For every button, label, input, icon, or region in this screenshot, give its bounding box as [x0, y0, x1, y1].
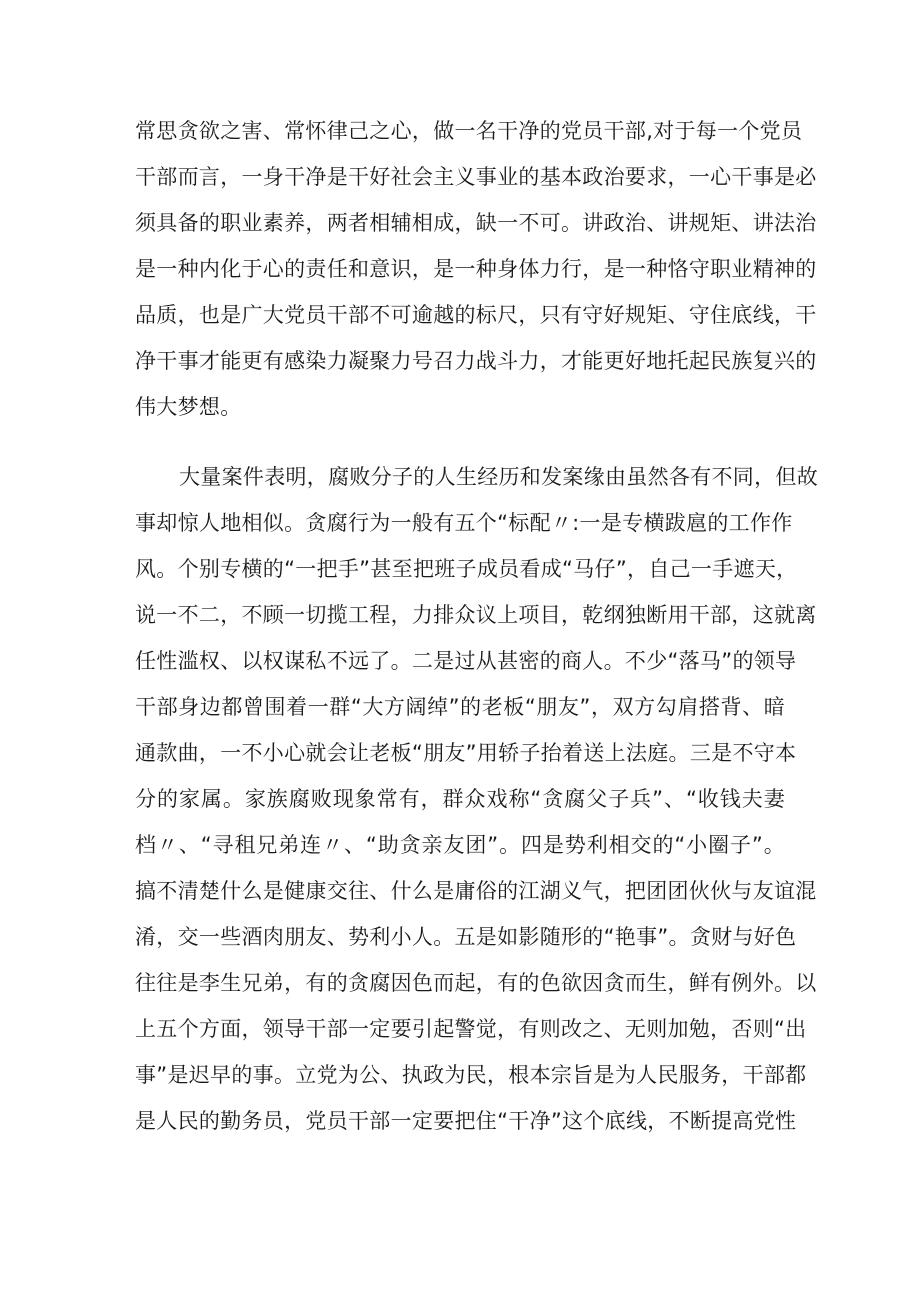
- text-line: 任性滥权、以权谋私不远了。二是过从甚密的商人。不少“落马”的领导: [135, 649, 797, 673]
- text-line: 是人民的勤务员，党员干部一定要把住“干净”这个底线，不断提高党性: [135, 1109, 797, 1133]
- text-line: 说一不二，不顾一切揽工程，力排众议上项目，乾纲独断用干部，这就离: [135, 603, 817, 627]
- text-line: 上五个方面，领导干部一定要引起警觉，有则改之、无则加勉，否则“出: [135, 1017, 807, 1041]
- text-line: 是一种内化于心的责任和意识，是一种身体力行，是一种恪守职业精神的: [135, 257, 817, 281]
- text-line: 事”是迟早的事。立党为公、执政为民，根本宗旨是为人民服务，干部都: [135, 1063, 807, 1087]
- text-line: 风。个别专横的“一把手”甚至把班子成员看成“马仔”，自己一手遮天，: [135, 557, 798, 581]
- text-line: 须具备的职业素养，两者相辅相成，缺一不可。讲政治、讲规矩、讲法治: [135, 211, 817, 235]
- text-line: 干部而言，一身干净是干好社会主义事业的基本政治要求，一心干事是必: [135, 165, 817, 189]
- document-body: [135, 108, 818, 1144]
- text-line: 淆，交一些酒肉朋友、势利小人。五是如影随形的“艳事”。贪财与好色: [135, 925, 797, 949]
- text-line: 搞不清楚什么是健康交往、什么是庸俗的江湖义气，把团团伙伙与友谊混: [135, 879, 817, 903]
- paragraph-gap: [135, 430, 785, 454]
- text-line: 事却惊人地相似。贪腐行为一般有五个“标配〃:一是专横跋扈的工作作: [135, 511, 793, 535]
- text-line: 通款曲，一不小心就会让老板“朋友”用轿子抬着送上法庭。三是不守本: [135, 741, 797, 765]
- text-line: 伟大梦想。: [135, 395, 242, 419]
- text-line: 档〃、“寻租兄弟连〃、“助贪亲友团”。四是势利相交的“小圈子”。: [135, 833, 785, 857]
- text-line: 干部身边都曾围着一群“大方阔绰”的老板“朋友”，双方勾肩搭背、暗: [135, 695, 785, 719]
- text-line: 往往是李生兄弟，有的贪腐因色而起，有的色欲因贪而生，鲜有例外。以: [135, 971, 817, 995]
- text-line: 净干事才能更有感染力凝聚力号召力战斗力，才能更好地托起民族复兴的: [135, 349, 817, 373]
- text-line: 大量案件表明，腐败分子的人生经历和发案缘由虽然各有不同，但故: [179, 465, 818, 489]
- text-line: 分的家属。家族腐败现象常有，群众戏称“贪腐父子兵”、“收钱夫妻: [135, 787, 785, 811]
- paragraph-1: [135, 108, 817, 430]
- paragraph-2: [135, 454, 818, 1144]
- text-line: 常思贪欲之害、常怀律己之心，做一名干净的党员干部,对于每一个党员: [135, 119, 803, 143]
- text-line: 品质，也是广大党员干部不可逾越的标尺，只有守好规矩、守住底线，干: [135, 303, 817, 327]
